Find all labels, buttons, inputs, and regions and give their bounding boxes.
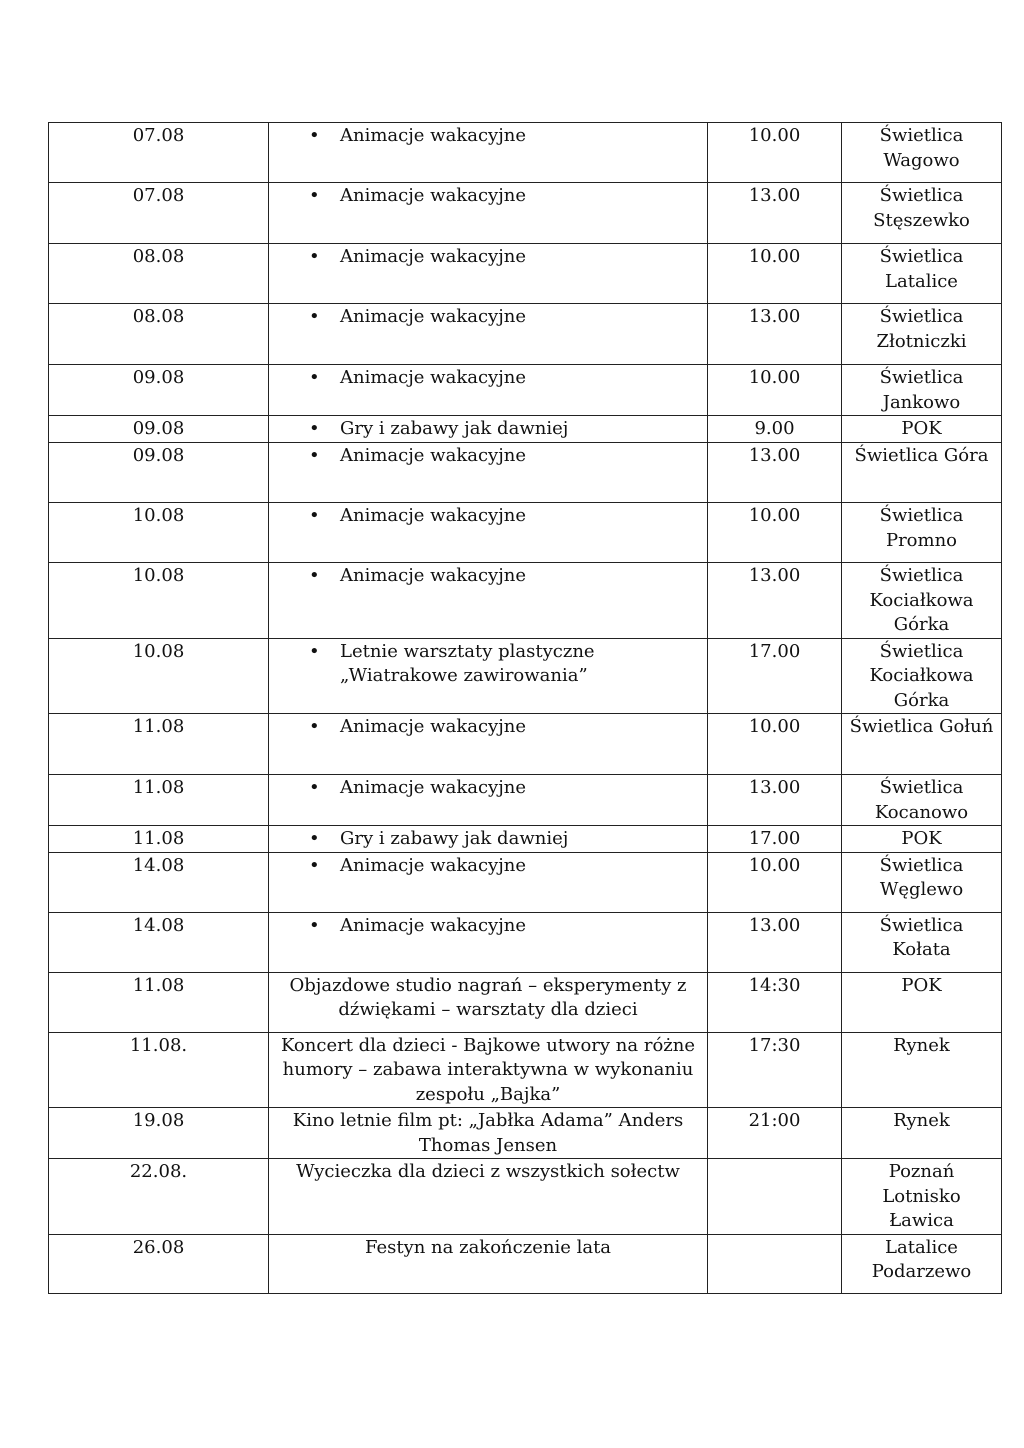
- event-date: 19.08: [132, 1110, 185, 1131]
- event-date: 10.08: [132, 505, 185, 526]
- event-cell: [269, 563, 708, 639]
- bullet-icon: [309, 827, 329, 852]
- event-place: Lotnisko: [882, 1185, 961, 1207]
- event-time: 17:30: [748, 1034, 801, 1056]
- event-date: 11.08: [132, 828, 185, 849]
- table-row: [49, 503, 1002, 563]
- bullet-icon: [309, 245, 329, 270]
- time-cell: [708, 563, 842, 639]
- table-row: [49, 244, 1002, 304]
- table-row: [49, 443, 1002, 503]
- bullet-icon: [309, 640, 329, 665]
- date-cell: [49, 826, 269, 853]
- event-time: 21:00: [748, 1110, 801, 1131]
- event-title: Animacje wakacyjne: [340, 505, 527, 526]
- place-cell: [842, 775, 1002, 826]
- event-date: 11.08: [132, 716, 185, 737]
- bullet-icon: [309, 305, 329, 330]
- date-cell: [49, 244, 269, 304]
- event-cell: [269, 304, 708, 365]
- event-title: Animacje wakacyjne: [340, 445, 527, 466]
- event-title: Animacje wakacyjne: [340, 565, 527, 586]
- event-date: 11.08: [132, 777, 185, 798]
- event-title: Animacje wakacyjne: [340, 716, 527, 737]
- event-time: 17.00: [748, 640, 801, 662]
- date-cell: [49, 638, 269, 714]
- event-place: Świetlica: [879, 777, 964, 798]
- event-place: Świetlica: [879, 640, 964, 662]
- time-cell: [708, 1108, 842, 1159]
- event-place: Świetlica: [879, 565, 964, 586]
- event-date: 14.08: [132, 914, 185, 936]
- event-cell: [269, 244, 708, 304]
- event-time: 9.00: [754, 418, 795, 439]
- event-title: Gry i zabawy jak dawniej: [340, 418, 569, 439]
- place-cell: [842, 416, 1002, 443]
- table-row: [49, 183, 1002, 244]
- event-place: Świetlica: [879, 246, 964, 267]
- time-cell: [708, 852, 842, 912]
- event-place: Rynek: [893, 1110, 950, 1131]
- time-cell: [708, 416, 842, 443]
- event-place: Latalice: [885, 1236, 958, 1258]
- table-row: [49, 416, 1002, 443]
- date-cell: [49, 443, 269, 503]
- table-row: [49, 912, 1002, 972]
- event-title: Objazdowe studio nagrań – eksperymenty z dźwiękami – warsztaty dla dzieci: [289, 974, 687, 1020]
- place-cell: [842, 826, 1002, 853]
- place-cell: [842, 244, 1002, 304]
- event-time: 10.00: [748, 367, 801, 388]
- event-place: POK: [901, 418, 942, 439]
- table-row: [49, 1108, 1002, 1159]
- schedule-body: [49, 123, 1002, 1294]
- event-place: Kołata: [892, 939, 951, 960]
- event-title: Festyn na zakończenie lata: [364, 1236, 612, 1258]
- event-date: 08.08: [132, 246, 185, 267]
- table-row: [49, 304, 1002, 365]
- event-title: Animacje wakacyjne: [340, 367, 527, 388]
- time-cell: [708, 972, 842, 1032]
- bullet-icon: [309, 504, 329, 529]
- event-title: Animacje wakacyjne: [340, 246, 527, 267]
- place-cell: [842, 443, 1002, 503]
- event-place: Świetlica Góra: [854, 445, 989, 466]
- event-cell: [269, 826, 708, 853]
- time-cell: [708, 638, 842, 714]
- event-place: Świetlica: [879, 854, 964, 876]
- event-cell: [269, 416, 708, 443]
- event-place: Promno: [885, 529, 958, 551]
- event-place: Rynek: [893, 1034, 950, 1056]
- table-row: [49, 123, 1002, 183]
- time-cell: [708, 912, 842, 972]
- event-place: Kociałkowa: [869, 665, 974, 686]
- date-cell: [49, 775, 269, 826]
- event-time: 13.00: [748, 185, 801, 206]
- event-date: 22.08.: [129, 1161, 188, 1182]
- event-title: Animacje wakacyjne: [340, 125, 527, 146]
- event-date: 09.08: [132, 418, 185, 439]
- date-cell: [49, 563, 269, 639]
- event-cell: [269, 365, 708, 416]
- event-date: 09.08: [132, 445, 185, 466]
- table-row: [49, 638, 1002, 714]
- date-cell: [49, 1108, 269, 1159]
- event-place: Kocanowo: [874, 801, 969, 823]
- event-date: 26.08: [132, 1236, 185, 1258]
- event-cell: [269, 714, 708, 775]
- place-cell: [842, 1159, 1002, 1235]
- event-place: POK: [901, 828, 942, 849]
- date-cell: [49, 304, 269, 365]
- date-cell: [49, 714, 269, 775]
- event-place: POK: [901, 974, 942, 996]
- table-row: [49, 714, 1002, 775]
- event-date: 09.08: [132, 367, 185, 388]
- event-cell: [269, 1032, 708, 1108]
- event-title: Animacje wakacyjne: [340, 185, 527, 206]
- event-date: 08.08: [132, 306, 185, 327]
- event-cell: [269, 638, 708, 714]
- event-date: 10.08: [132, 565, 185, 586]
- event-title: Gry i zabawy jak dawniej: [340, 828, 569, 849]
- event-time: 14:30: [748, 974, 801, 996]
- event-cell: [269, 775, 708, 826]
- event-place: Górka: [893, 614, 950, 635]
- event-title: Letnie warsztaty plastyczne „Wiatrakowe zawirowania”: [340, 640, 595, 686]
- date-cell: [49, 1234, 269, 1293]
- event-place: Świetlica: [879, 306, 964, 327]
- event-cell: [269, 912, 708, 972]
- place-cell: [842, 714, 1002, 775]
- event-time: 13.00: [748, 445, 801, 466]
- table-row: [49, 1032, 1002, 1108]
- time-cell: [708, 714, 842, 775]
- event-title: Animacje wakacyjne: [340, 777, 527, 798]
- event-title: Animacje wakacyjne: [340, 854, 527, 876]
- time-cell: [708, 1234, 842, 1293]
- time-cell: [708, 365, 842, 416]
- event-title: Wycieczka dla dzieci z wszystkich sołectw: [296, 1161, 680, 1182]
- time-cell: [708, 826, 842, 853]
- event-cell: [269, 1108, 708, 1159]
- bullet-icon: [309, 564, 329, 589]
- event-place: Świetlica: [879, 367, 964, 388]
- table-row: [49, 852, 1002, 912]
- date-cell: [49, 1159, 269, 1235]
- date-cell: [49, 183, 269, 244]
- event-time: 13.00: [748, 565, 801, 586]
- event-time: 13.00: [748, 914, 801, 936]
- bullet-icon: [309, 184, 329, 209]
- date-cell: [49, 852, 269, 912]
- event-time: 10.00: [748, 125, 801, 146]
- event-cell: [269, 972, 708, 1032]
- event-place: Latalice: [885, 270, 958, 292]
- time-cell: [708, 304, 842, 365]
- date-cell: [49, 416, 269, 443]
- time-cell: [708, 183, 842, 244]
- bullet-icon: [309, 914, 329, 939]
- event-date: 07.08: [132, 185, 185, 206]
- event-title: Animacje wakacyjne: [340, 306, 527, 327]
- event-place: Górka: [893, 689, 950, 711]
- event-place: Świetlica: [879, 914, 964, 936]
- event-title: Animacje wakacyjne: [340, 914, 527, 936]
- place-cell: [842, 912, 1002, 972]
- event-cell: [269, 852, 708, 912]
- place-cell: [842, 1032, 1002, 1108]
- event-place: Kociałkowa: [869, 589, 974, 611]
- date-cell: [49, 1032, 269, 1108]
- event-place: Poznań: [888, 1161, 955, 1182]
- event-time: 17.00: [748, 828, 801, 849]
- event-date: 07.08: [132, 125, 185, 146]
- event-time: 10.00: [748, 505, 801, 526]
- date-cell: [49, 912, 269, 972]
- table-row: [49, 1159, 1002, 1235]
- date-cell: [49, 365, 269, 416]
- event-date: 11.08.: [129, 1034, 188, 1056]
- table-row: [49, 365, 1002, 416]
- place-cell: [842, 563, 1002, 639]
- event-title: Kino letnie film pt: „Jabłka Adama” Anders Thomas Jensen: [292, 1110, 684, 1156]
- event-cell: [269, 183, 708, 244]
- event-place: Złotniczki: [876, 330, 967, 352]
- time-cell: [708, 1159, 842, 1235]
- table-row: [49, 1234, 1002, 1293]
- event-place: Ławica: [889, 1210, 954, 1231]
- place-cell: [842, 365, 1002, 416]
- event-cell: [269, 123, 708, 183]
- event-place: Stęszewko: [873, 209, 970, 231]
- place-cell: [842, 503, 1002, 563]
- time-cell: [708, 775, 842, 826]
- event-cell: [269, 443, 708, 503]
- time-cell: [708, 123, 842, 183]
- event-cell: [269, 503, 708, 563]
- event-title: Koncert dla dzieci - Bajkowe utwory na różne humory – zabawa interaktywna w wykonaniu zespołu „Bajka”: [280, 1034, 696, 1105]
- time-cell: [708, 503, 842, 563]
- bullet-icon: [309, 124, 329, 149]
- place-cell: [842, 1108, 1002, 1159]
- event-date: 10.08: [132, 640, 185, 662]
- time-cell: [708, 443, 842, 503]
- table-row: [49, 826, 1002, 853]
- event-place: Podarzewo: [871, 1261, 972, 1282]
- event-cell: [269, 1159, 708, 1235]
- table-row: [49, 563, 1002, 639]
- event-place: Jankowo: [882, 391, 961, 413]
- place-cell: [842, 123, 1002, 183]
- table-row: [49, 972, 1002, 1032]
- event-time: 10.00: [748, 854, 801, 876]
- event-time: 13.00: [748, 777, 801, 798]
- time-cell: [708, 244, 842, 304]
- event-date: 14.08: [132, 854, 185, 876]
- time-cell: [708, 1032, 842, 1108]
- bullet-icon: [309, 366, 329, 391]
- bullet-icon: [309, 715, 329, 740]
- date-cell: [49, 972, 269, 1032]
- schedule-table: [48, 122, 1002, 1294]
- bullet-icon: [309, 854, 329, 879]
- date-cell: [49, 123, 269, 183]
- event-time: 10.00: [748, 716, 801, 737]
- place-cell: [842, 304, 1002, 365]
- bullet-icon: [309, 417, 329, 442]
- bullet-icon: [309, 444, 329, 469]
- event-date: 11.08: [132, 974, 185, 996]
- place-cell: [842, 183, 1002, 244]
- place-cell: [842, 972, 1002, 1032]
- place-cell: [842, 1234, 1002, 1293]
- event-place: Świetlica Gołuń: [849, 716, 994, 737]
- event-time: 10.00: [748, 246, 801, 267]
- place-cell: [842, 852, 1002, 912]
- event-place: Świetlica: [879, 505, 964, 526]
- table-row: [49, 775, 1002, 826]
- event-place: Węglewo: [879, 879, 964, 900]
- event-place: Świetlica: [879, 125, 964, 146]
- event-place: Świetlica: [879, 185, 964, 206]
- event-place: Wagowo: [883, 149, 960, 171]
- event-cell: [269, 1234, 708, 1293]
- place-cell: [842, 638, 1002, 714]
- event-time: 13.00: [748, 306, 801, 327]
- bullet-icon: [309, 776, 329, 801]
- date-cell: [49, 503, 269, 563]
